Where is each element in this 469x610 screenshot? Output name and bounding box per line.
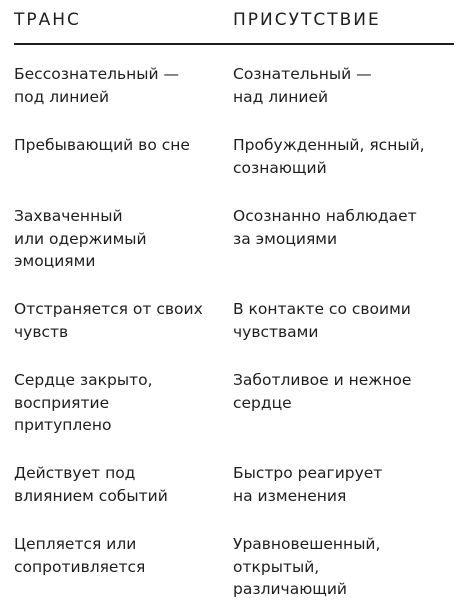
- cell-line: Уравновешенный,: [233, 535, 381, 553]
- cell-line: под линией: [14, 87, 110, 106]
- row-4-presence-cell: [233, 298, 411, 343]
- cell-line: Цепляется или: [14, 535, 137, 553]
- row-7-trance-cell: [14, 533, 145, 578]
- cell-line: Пробужденный, ясный,: [233, 136, 425, 154]
- row-2-trance-cell: [14, 134, 190, 157]
- cell-line: на изменения: [233, 486, 347, 505]
- row-6-presence-cell: [233, 462, 382, 507]
- cell-line: сердце: [233, 393, 292, 412]
- row-3-presence-cell: [233, 205, 417, 250]
- cell-line: сознающий: [233, 158, 327, 177]
- row-2-presence-cell: [233, 134, 425, 179]
- cell-line: чувств: [14, 322, 69, 341]
- cell-line: сопротивляется: [14, 557, 146, 576]
- cell-line: Быстро реагирует: [233, 464, 383, 482]
- cell-line: Сердце закрыто,: [14, 371, 153, 389]
- cell-line: различающий: [233, 580, 348, 598]
- row-1-trance-cell: [14, 63, 179, 108]
- cell-line: влиянием событий: [14, 486, 168, 505]
- cell-line: Сознательный —: [233, 65, 372, 83]
- cell-line: Пребывающий во сне: [14, 136, 190, 154]
- cell-line: чувствами: [233, 322, 319, 341]
- row-4-trance-cell: [14, 298, 203, 343]
- row-6-trance-cell: [14, 462, 168, 507]
- row-5-presence-cell: [233, 369, 411, 414]
- header-divider: [14, 43, 454, 45]
- cell-line: за эмоциями: [233, 229, 338, 248]
- row-7-presence-cell: [233, 533, 380, 601]
- column-header-trance: ТРАНС: [14, 10, 81, 30]
- cell-line: эмоциями: [14, 252, 96, 270]
- cell-line: Осознанно наблюдает: [233, 207, 417, 225]
- row-3-trance-cell: [14, 205, 147, 273]
- column-header-presence: ПРИСУТСТВИЕ: [233, 10, 381, 30]
- cell-line: над линией: [233, 87, 329, 106]
- cell-line: Бессознательный —: [14, 65, 180, 83]
- cell-line: открытый,: [233, 557, 320, 576]
- cell-line: В контакте со своими: [233, 300, 411, 318]
- cell-line: или одержимый: [14, 229, 147, 248]
- cell-line: притуплено: [14, 416, 112, 434]
- row-5-trance-cell: [14, 369, 153, 437]
- cell-line: Заботливое и нежное: [233, 371, 412, 389]
- cell-line: Действует под: [14, 464, 136, 482]
- cell-line: Отстраняется от своих: [14, 300, 203, 318]
- cell-line: Захваченный: [14, 207, 123, 225]
- cell-line: восприятие: [14, 393, 110, 412]
- row-1-presence-cell: [233, 63, 372, 108]
